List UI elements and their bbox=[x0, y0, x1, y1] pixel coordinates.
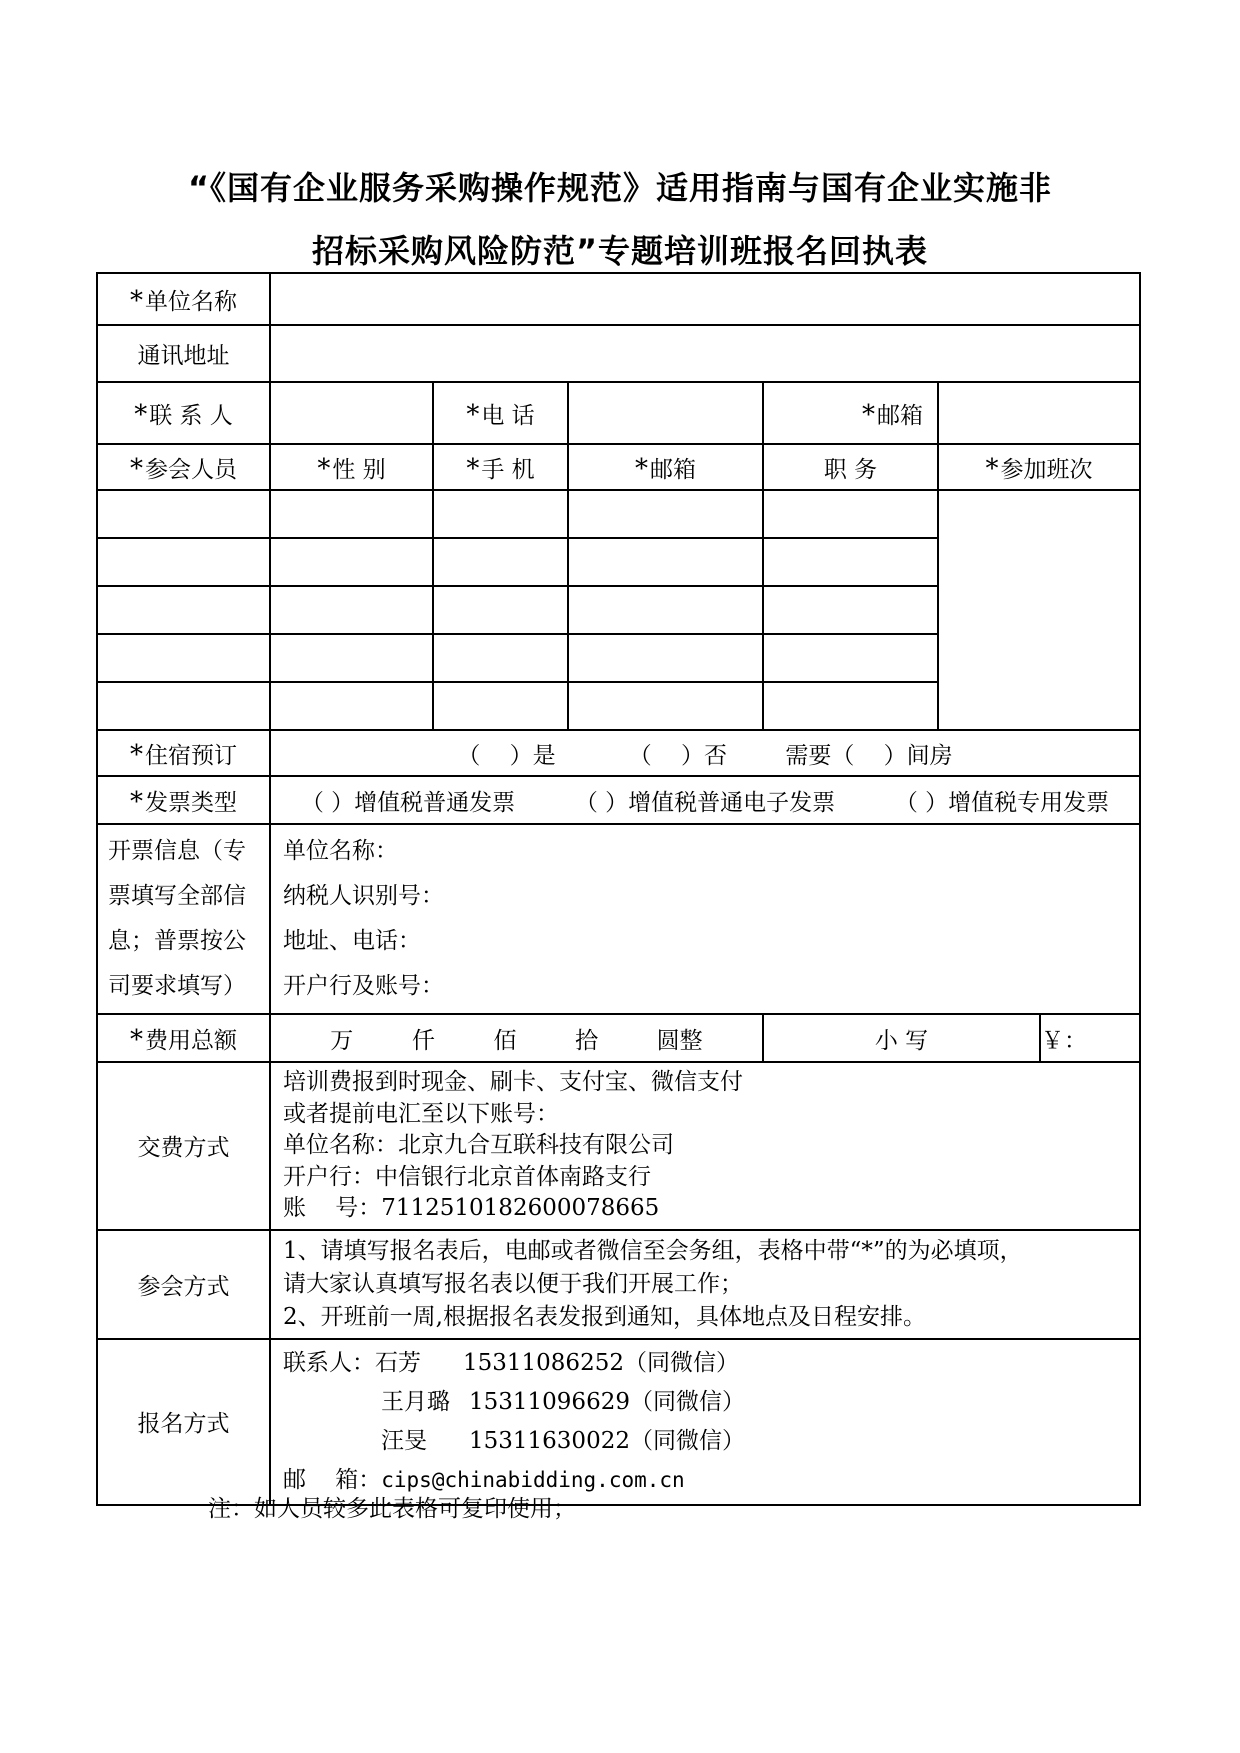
attendee-email-cell[interactable] bbox=[568, 682, 763, 730]
contact-phone: 15311096629（同微信） bbox=[469, 1388, 745, 1415]
invoice-type-label: *发票类型 bbox=[97, 776, 270, 824]
accommodation-options[interactable]: （ ）是 （ ）否 需要（ ）间房 bbox=[270, 730, 1140, 776]
contact-person-label: *联 系 人 bbox=[97, 382, 270, 444]
payment-line: 开户行：中信银行北京首体南路支行 bbox=[283, 1163, 651, 1190]
contact-phone: 15311086252（同微信） bbox=[463, 1349, 739, 1376]
registration-email-link[interactable]: cips@chinabidding.com.cn bbox=[381, 1467, 685, 1492]
attendance-method-label: 参会方式 bbox=[97, 1230, 270, 1339]
attendance-line: 请大家认真填写报名表以便于我们开展工作； bbox=[283, 1270, 743, 1297]
contact-phone: 15311630022（同微信） bbox=[469, 1427, 745, 1454]
payment-method-content bbox=[270, 1062, 1140, 1230]
attendee-name-cell[interactable] bbox=[97, 634, 270, 682]
attendee-mobile-cell[interactable] bbox=[433, 682, 568, 730]
payment-line: 单位名称：北京九合互联科技有限公司 bbox=[283, 1132, 674, 1158]
attendee-gender-cell[interactable] bbox=[270, 586, 433, 634]
attendance-line: 1、请填写报名表后，电邮或者微信至会务组，表格中带“*”的为必填项， bbox=[283, 1237, 1023, 1264]
address-label: 通讯地址 bbox=[97, 325, 270, 382]
form-title-line-1: “《国有企业服务采购操作规范》适用指南与国有企业实施非 bbox=[187, 169, 1053, 207]
invoice-option-electronic[interactable]: （ ）增值税普通电子发票 bbox=[574, 789, 836, 816]
attendee-email-cell[interactable] bbox=[568, 538, 763, 586]
phone-label: *电 话 bbox=[433, 382, 568, 444]
billing-label-line: 票填写全部信 bbox=[108, 883, 246, 909]
contact-name: 石芳 bbox=[375, 1349, 421, 1376]
attendee-gender-cell[interactable] bbox=[270, 538, 433, 586]
attendee-position-cell[interactable] bbox=[763, 586, 938, 634]
attendee-name-cell[interactable] bbox=[97, 682, 270, 730]
payment-line: 培训费报到时现金、刷卡、支付宝、微信支付 bbox=[283, 1069, 743, 1095]
invoice-option-special[interactable]: （ ）增值税专用发票 bbox=[894, 789, 1110, 816]
registration-contact-row: 联系人：石芳 15311086252（同微信） bbox=[283, 1344, 1127, 1383]
attendee-email-cell[interactable] bbox=[568, 634, 763, 682]
attendee-session-header: *参加班次 bbox=[938, 444, 1140, 490]
billing-unit-name[interactable]: 单位名称： bbox=[283, 838, 398, 864]
registration-method-label: 报名方式 bbox=[97, 1339, 270, 1505]
attendee-row bbox=[97, 490, 1140, 538]
payment-line: 账 号：7112510182600078665 bbox=[283, 1195, 660, 1221]
email-field[interactable] bbox=[938, 382, 1140, 444]
attendance-method-content bbox=[270, 1230, 1140, 1339]
attendance-line: 2、开班前一周,根据报名表发报到通知，具体地点及日程安排。 bbox=[283, 1303, 926, 1330]
billing-tax-id[interactable]: 纳税人识别号： bbox=[283, 883, 444, 909]
accommodation-label: *住宿预订 bbox=[97, 730, 270, 776]
fee-unit-wan: 万 bbox=[330, 1027, 354, 1054]
fee-lowercase-field[interactable]: ￥： bbox=[1040, 1014, 1140, 1062]
attendee-name-header: *参会人员 bbox=[97, 444, 270, 490]
attendee-gender-header: *性 别 bbox=[270, 444, 433, 490]
attendee-email-cell[interactable] bbox=[568, 586, 763, 634]
invoice-type-options[interactable] bbox=[270, 776, 1140, 824]
attendee-name-cell[interactable] bbox=[97, 586, 270, 634]
fee-unit-yuan: 圆整 bbox=[656, 1027, 703, 1054]
attendee-name-cell[interactable] bbox=[97, 538, 270, 586]
attendee-gender-cell[interactable] bbox=[270, 490, 433, 538]
form-title-line-2: 招标采购风险防范”专题培训班报名回执表 bbox=[311, 232, 929, 270]
attendee-email-cell[interactable] bbox=[568, 490, 763, 538]
unit-name-label: *单位名称 bbox=[97, 273, 270, 325]
phone-field[interactable] bbox=[568, 382, 763, 444]
payment-line: 或者提前电汇至以下账号： bbox=[283, 1100, 559, 1127]
attendee-session-cell[interactable] bbox=[938, 490, 1140, 730]
attendee-gender-cell[interactable] bbox=[270, 634, 433, 682]
registration-form-table bbox=[96, 272, 1141, 1506]
attendee-mobile-header: *手 机 bbox=[433, 444, 568, 490]
fee-unit-shi: 拾 bbox=[575, 1027, 599, 1054]
billing-label-line: 息；普票按公 bbox=[108, 928, 246, 954]
attendee-mobile-cell[interactable] bbox=[433, 490, 568, 538]
contact-name: 王月璐 bbox=[381, 1388, 450, 1415]
attendee-mobile-cell[interactable] bbox=[433, 586, 568, 634]
contact-name: 汪旻 bbox=[381, 1427, 427, 1454]
billing-bank-account[interactable]: 开户行及账号： bbox=[283, 973, 444, 999]
billing-label-line: 开票信息（专 bbox=[108, 838, 246, 864]
attendee-name-cell[interactable] bbox=[97, 490, 270, 538]
attendee-position-cell[interactable] bbox=[763, 538, 938, 586]
fee-lowercase-label: 小 写 bbox=[763, 1014, 1040, 1062]
attendee-mobile-cell[interactable] bbox=[433, 634, 568, 682]
registration-contact-row bbox=[283, 1422, 1127, 1461]
invoice-option-normal[interactable]: （ ）增值税普通发票 bbox=[300, 789, 516, 816]
attendee-email-header: *邮箱 bbox=[568, 444, 763, 490]
contact-person-field[interactable] bbox=[270, 382, 433, 444]
attendee-position-cell[interactable] bbox=[763, 634, 938, 682]
billing-label-line: 司要求填写） bbox=[108, 973, 246, 999]
billing-info-fields[interactable] bbox=[270, 824, 1140, 1014]
unit-name-field[interactable] bbox=[270, 273, 1140, 325]
attendee-gender-cell[interactable] bbox=[270, 682, 433, 730]
fee-total-words[interactable] bbox=[270, 1014, 763, 1062]
registration-email-row: 邮 箱：cips@chinabidding.com.cn bbox=[283, 1466, 685, 1493]
attendee-position-cell[interactable] bbox=[763, 490, 938, 538]
fee-unit-qian: 仟 bbox=[411, 1027, 435, 1054]
footnote: 注：如人员较多此表格可复印使用； bbox=[208, 1496, 576, 1522]
fee-total-label: *费用总额 bbox=[97, 1014, 270, 1062]
attendee-position-header: 职 务 bbox=[763, 444, 938, 490]
registration-contact-row bbox=[283, 1383, 1127, 1422]
email-label: *邮箱 bbox=[763, 382, 938, 444]
billing-info-label bbox=[97, 824, 270, 1014]
attendee-position-cell[interactable] bbox=[763, 682, 938, 730]
registration-method-content bbox=[270, 1339, 1140, 1505]
billing-address-phone[interactable]: 地址、电话： bbox=[283, 928, 421, 954]
payment-method-label: 交费方式 bbox=[97, 1062, 270, 1230]
attendee-mobile-cell[interactable] bbox=[433, 538, 568, 586]
address-field[interactable] bbox=[270, 325, 1140, 382]
fee-unit-bai: 佰 bbox=[493, 1027, 517, 1054]
